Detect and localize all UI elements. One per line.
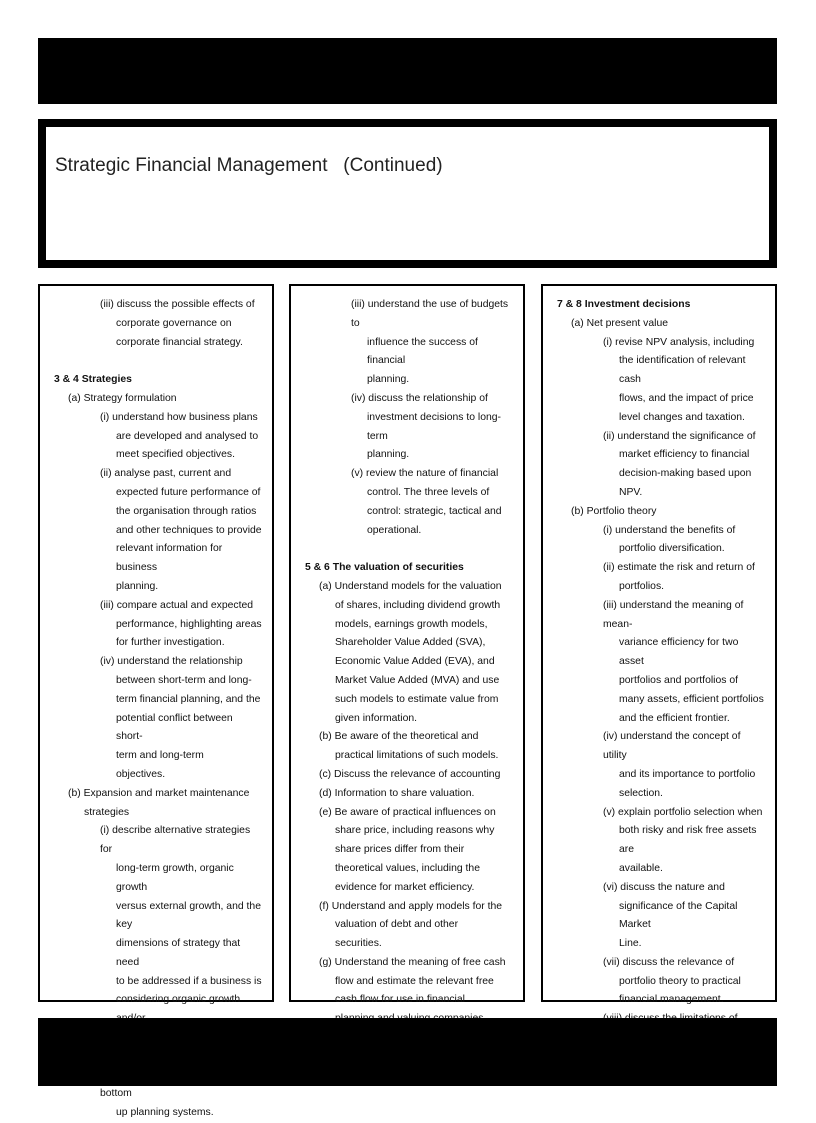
syllabus-item: [557, 334, 765, 428]
syllabus-item: [557, 597, 765, 729]
syllabus-item: [557, 522, 765, 560]
text-line: (a) Strategy formulation: [68, 392, 177, 404]
text-line: (vi) discuss the nature and: [603, 881, 725, 893]
text-line: (b) Expansion and market maintenance: [68, 787, 250, 799]
text-line: (ii) estimate the risk and return of: [603, 562, 755, 574]
section-heading: 7 & 8 Investment decisions: [557, 299, 691, 310]
text-line: such models to estimate value from: [335, 693, 499, 705]
text-line: share prices differ from their: [335, 844, 465, 856]
syllabus-subsection: [305, 804, 513, 898]
text-line: influence the success of financial: [367, 336, 478, 367]
text-line: cash flow for use in financial: [335, 994, 465, 1006]
text-line: (v) review the nature of financial: [351, 468, 499, 480]
text-line: term financial planning, and the: [116, 693, 261, 705]
text-line: selection.: [619, 787, 663, 799]
text-line: Market Value Added (MVA) and use: [335, 674, 500, 686]
text-line: considering organic growth: [116, 994, 241, 1006]
text-line: (a) Understand models for the valuation: [319, 580, 502, 592]
syllabus-item: [54, 597, 262, 653]
text-line: planning.: [116, 580, 159, 592]
text-line: (i) understand the benefits of: [603, 524, 736, 536]
text-line: (b) Portfolio theory: [571, 505, 657, 517]
syllabus-subsection: [305, 766, 513, 785]
text-line: given information.: [335, 712, 418, 724]
text-line: operational.: [367, 524, 422, 536]
text-line: level changes and taxation.: [619, 411, 745, 423]
text-line: Line.: [619, 938, 642, 950]
text-line: corporate governance on: [116, 317, 232, 329]
text-line: the identification of relevant cash: [619, 355, 746, 386]
text-line: (f) Understand and apply models for the: [319, 900, 503, 912]
text-line: strategies: [84, 806, 130, 818]
text-line: portfolio diversification.: [619, 543, 725, 555]
text-line: many assets, efficient portfolios: [619, 693, 764, 705]
text-line: planning.: [367, 449, 410, 461]
syllabus-item: [557, 728, 765, 803]
text-line: (iv) discuss the relationship of: [351, 392, 488, 404]
syllabus-subsection: [305, 728, 513, 766]
text-line: financial management.: [619, 994, 724, 1006]
text-line: flow and estimate the relevant free: [335, 975, 494, 987]
text-line: (e) Be aware of practical influences on: [319, 806, 496, 818]
text-line: (v) explain portfolio selection when: [603, 806, 763, 818]
text-line: investment decisions to long-term: [367, 411, 501, 442]
page-title: Strategic Financial Management (Continued): [55, 155, 443, 176]
text-line: (iv) understand the concept of utility: [603, 731, 741, 762]
title-box: [38, 119, 777, 268]
text-line: available.: [619, 862, 663, 874]
text-line: expected future performance of: [116, 486, 261, 498]
text-line: meet specified objectives.: [116, 449, 235, 461]
footer-bar: [38, 1018, 777, 1086]
syllabus-subsection: [54, 390, 262, 409]
text-line: variance efficiency for two asset: [619, 637, 739, 668]
syllabus-item: [557, 428, 765, 503]
text-line: and other techniques to provide: [116, 524, 262, 536]
text-line: objectives.: [116, 768, 166, 780]
text-line: (g) Understand the meaning of free cash: [319, 956, 506, 968]
text-line: (i) understand how business plans: [100, 411, 258, 423]
text-line: (i) describe alternative strategies for: [100, 825, 251, 856]
syllabus-column-1: [38, 284, 274, 1119]
text-line: models, earnings growth models,: [335, 618, 488, 630]
text-line: and its importance to portfolio: [619, 768, 756, 780]
syllabus-subsection: [305, 578, 513, 728]
text-line: (iii) compare actual and expected: [100, 599, 254, 611]
syllabus-subsection: [305, 785, 513, 804]
syllabus-item: [557, 804, 765, 879]
text-line: decision-making based upon: [619, 468, 752, 480]
text-line: (iv) understand the relationship: [100, 656, 243, 668]
text-line: both risky and risk free assets are: [619, 825, 757, 856]
text-line: theoretical values, including the: [335, 862, 480, 874]
text-line: to be addressed if a business is: [116, 975, 262, 987]
syllabus-subsection: [54, 785, 262, 823]
syllabus-item: [557, 954, 765, 1010]
text-line: portfolios.: [619, 580, 665, 592]
text-line: (a) Net present value: [571, 317, 669, 329]
text-line: are developed and analysed to: [116, 430, 259, 442]
text-line: planning.: [367, 374, 410, 386]
text-line: (iii) discuss the possible effects of: [100, 299, 255, 310]
text-line: evidence for market efficiency.: [335, 881, 475, 893]
text-line: (iii) understand the meaning of mean-: [603, 599, 744, 630]
syllabus-item: [305, 296, 513, 390]
syllabus-subsection: [557, 503, 765, 522]
syllabus-item: [557, 559, 765, 597]
text-line: share price, including reasons why: [335, 825, 495, 837]
syllabus-item: [54, 296, 262, 352]
text-line: control: strategic, tactical and: [367, 505, 502, 517]
text-line: significance of the Capital Market: [619, 900, 738, 931]
text-line: bottom: [100, 1088, 132, 1100]
section-heading: 5 & 6 The valuation of securities: [305, 562, 464, 574]
syllabus-column-2: [289, 284, 525, 1006]
text-line: (vii) discuss the relevance of: [603, 956, 735, 968]
text-line: (ii) analyse past, current and: [100, 468, 232, 480]
text-line: flows, and the impact of price: [619, 392, 754, 404]
text-line: corporate financial strategy.: [116, 336, 243, 348]
syllabus-item: [54, 465, 262, 597]
text-line: relevant information for business: [116, 543, 223, 574]
text-line: Economic Value Added (EVA), and: [335, 656, 495, 668]
text-line: potential conflict between short-: [116, 712, 233, 743]
text-line: between short-term and long-: [116, 674, 252, 686]
text-line: portfolios and portfolios of: [619, 674, 738, 686]
text-line: and the efficient frontier.: [619, 712, 730, 724]
text-line: for further investigation.: [116, 637, 225, 649]
text-line: NPV.: [619, 486, 643, 498]
syllabus-subsection: [557, 315, 765, 334]
text-line: (b) Be aware of the theoretical and: [319, 731, 479, 743]
text-line: (i) revise NPV analysis, including: [603, 336, 755, 348]
text-line: long-term growth, organic growth: [116, 862, 234, 893]
text-line: valuation of debt and other: [335, 919, 459, 931]
section-heading: 3 & 4 Strategies: [54, 374, 132, 386]
text-line: up planning systems.: [116, 1107, 214, 1119]
syllabus-subsection: [305, 898, 513, 954]
text-line: versus external growth, and the key: [116, 900, 261, 931]
syllabus-item: [557, 879, 765, 954]
text-line: securities.: [335, 938, 382, 950]
text-line: term and long-term: [116, 750, 204, 762]
text-line: control. The three levels of: [367, 486, 490, 498]
syllabus-item: [305, 465, 513, 540]
text-line: (d) Information to share valuation.: [319, 787, 475, 799]
text-line: the organisation through ratios: [116, 505, 257, 517]
text-line: (ii) understand the significance of: [603, 430, 756, 442]
syllabus-item: [305, 390, 513, 465]
text-line: (c) Discuss the relevance of accounting: [319, 768, 501, 780]
syllabus-item: [54, 653, 262, 785]
text-line: practical limitations of such models.: [335, 750, 499, 762]
text-line: of shares, including dividend growth: [335, 599, 501, 611]
text-line: market efficiency to financial: [619, 449, 750, 461]
text-line: (iii) understand the use of budgets to: [351, 299, 509, 329]
syllabus-item: [54, 409, 262, 465]
text-line: portfolio theory to practical: [619, 975, 741, 987]
header-bar: [38, 38, 777, 104]
text-line: performance, highlighting areas: [116, 618, 262, 630]
text-line: Shareholder Value Added (SVA),: [335, 637, 486, 649]
text-line: dimensions of strategy that need: [116, 938, 241, 968]
syllabus-column-3: [541, 284, 777, 1006]
